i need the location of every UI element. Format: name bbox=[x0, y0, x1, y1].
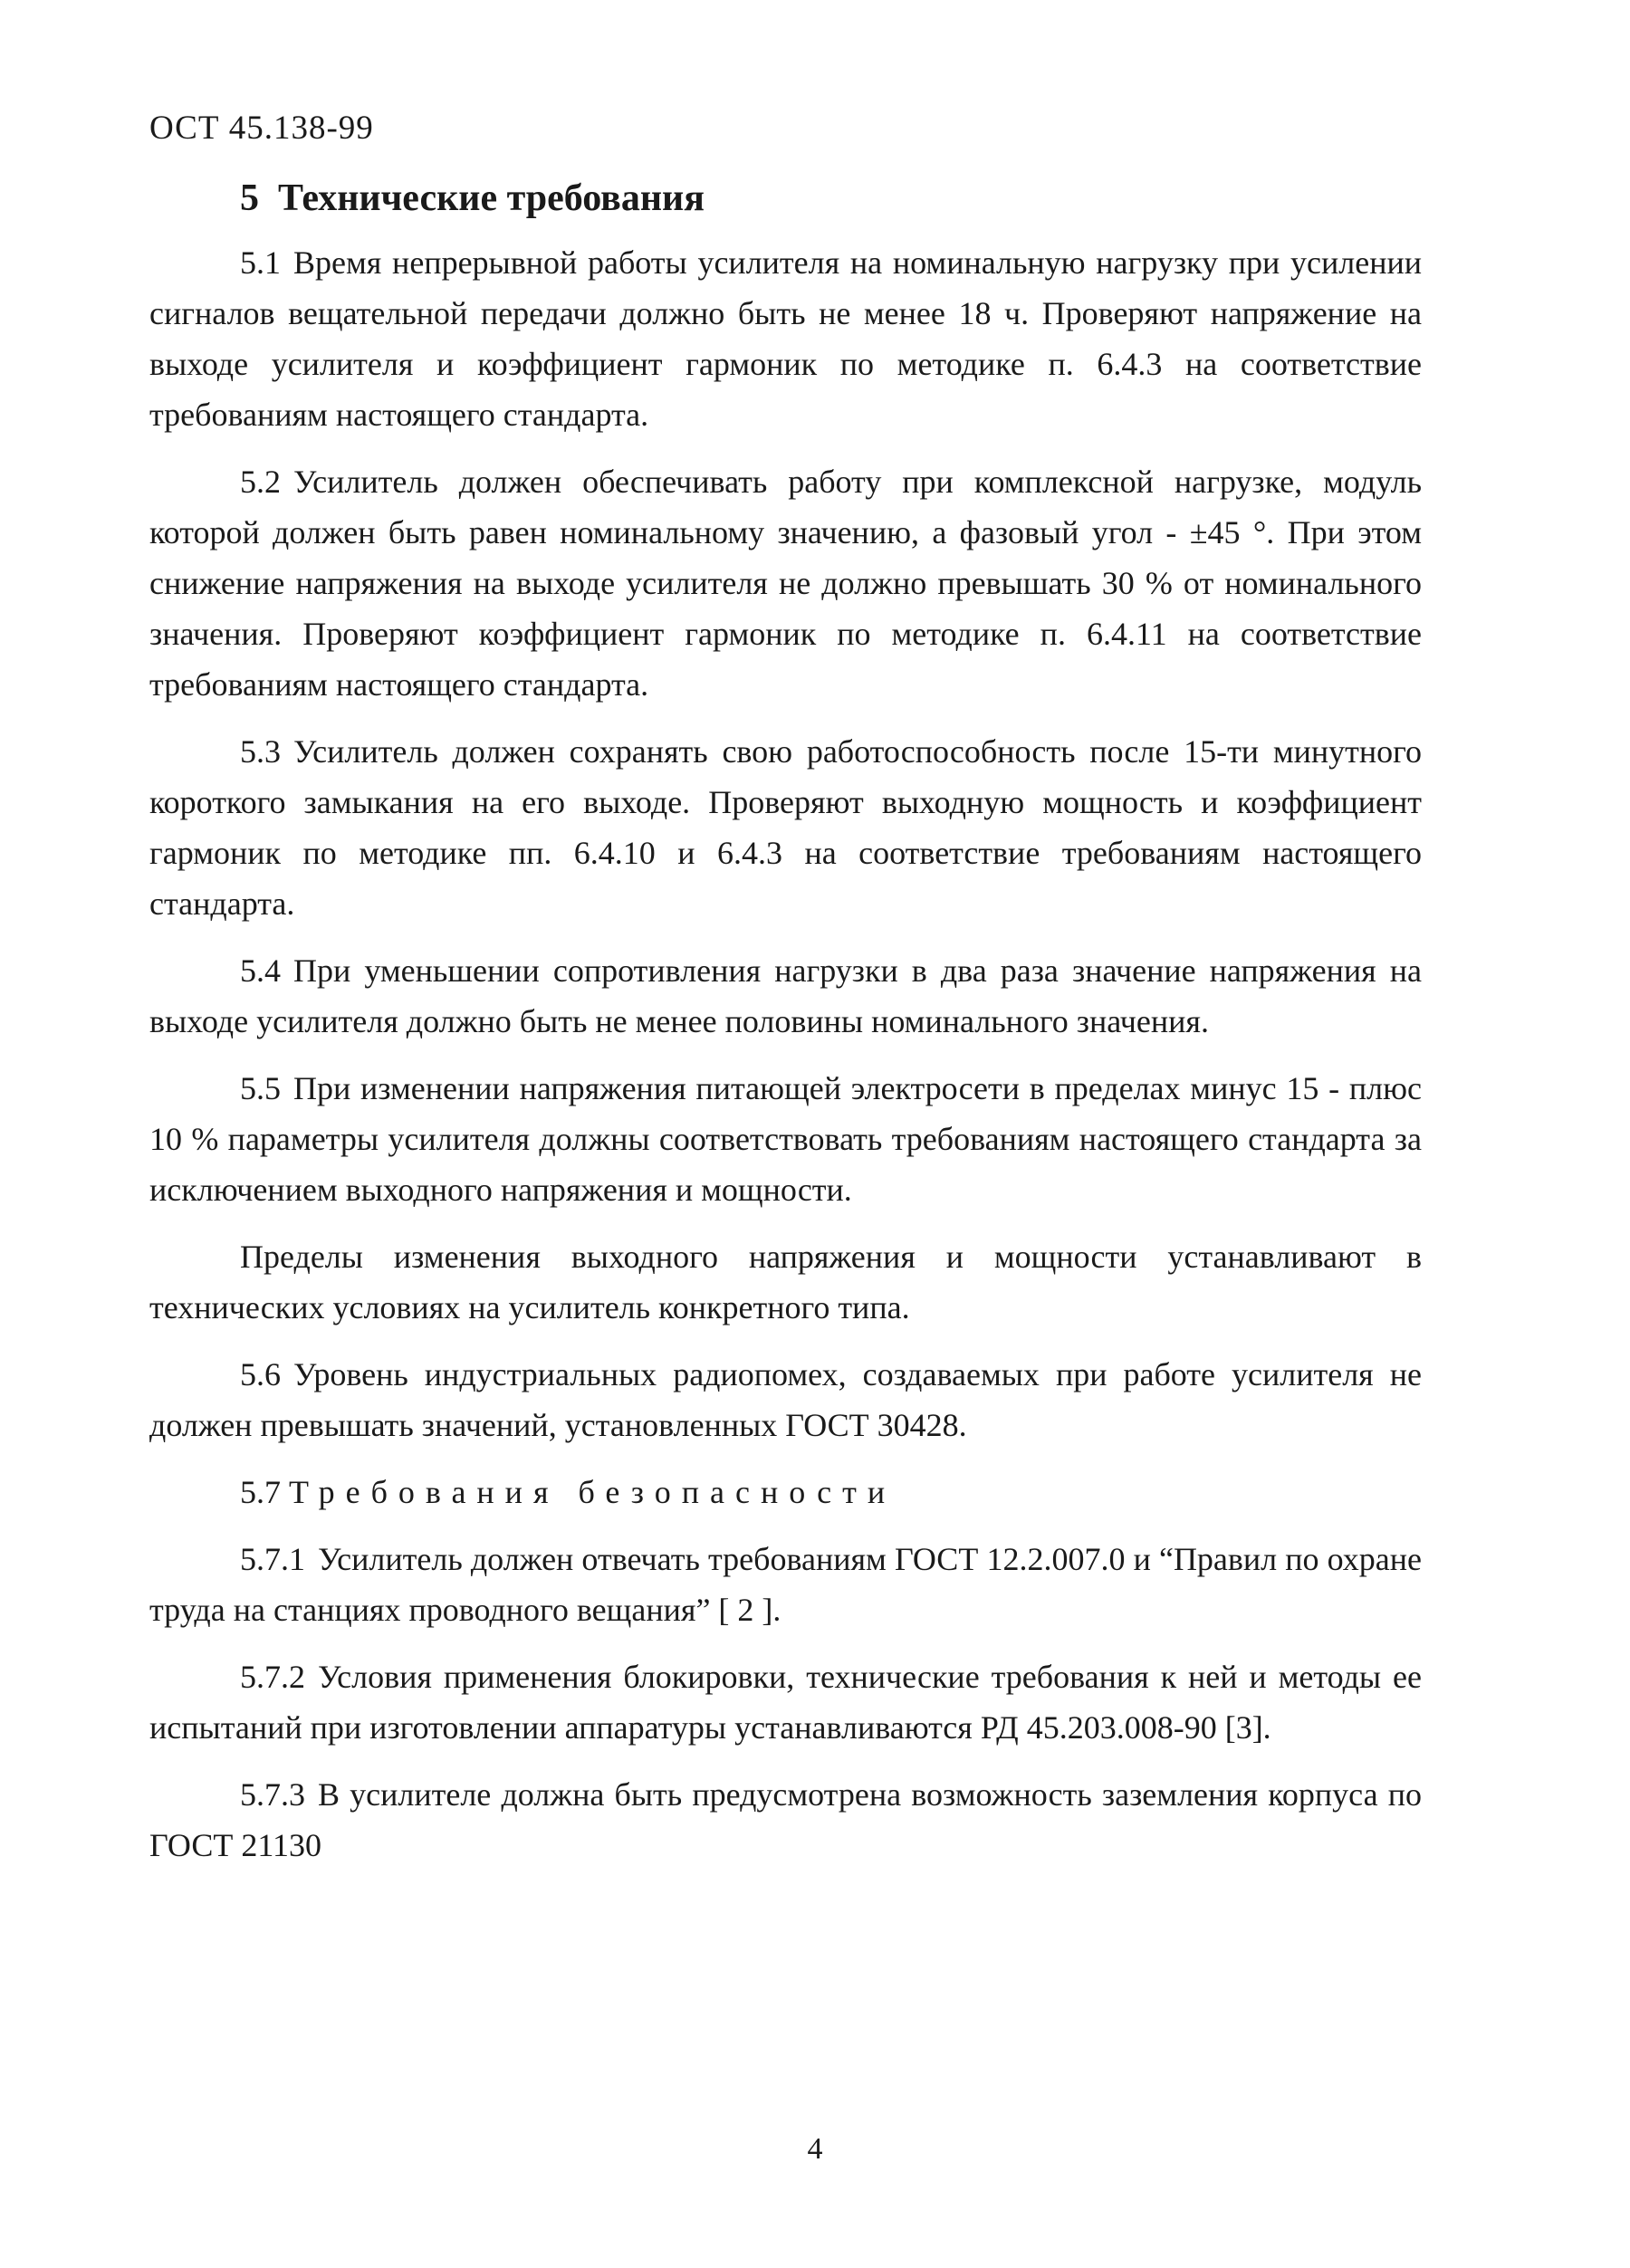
paragraph-number: 5.5 bbox=[240, 1070, 281, 1106]
subsection-number: 5.7 bbox=[240, 1474, 281, 1510]
paragraph-number: 5.7.1 bbox=[240, 1541, 305, 1577]
paragraph-text: Уровень индустриальных радиопомех, создаваемых при работе усилителя не должен превышать значений, установленных ГОСТ 30428. bbox=[149, 1356, 1422, 1443]
section-title-text: Технические требования bbox=[278, 177, 705, 219]
paragraph-number: 5.3 bbox=[240, 733, 281, 770]
paragraph-number: 5.7.2 bbox=[240, 1659, 305, 1695]
paragraph-5-1 bbox=[149, 237, 1422, 456]
paragraph-text: Усилитель должен обеспечивать работу при комплексной нагрузке, модуль которой должен быть равен номинальному значению, а фазовый угол - ±45 °. При этом снижение напряжения на выходе усилителя не должно превышать 30 % от номинального значения. Проверяют коэффициент гармоник по методике п. 6.4.11 на соответствие требованиям настоящего стандарта. bbox=[149, 464, 1422, 703]
paragraph-text: Время непрерывной работы усилителя на номинальную нагрузку при усилении сигналов вещательной передачи должно быть не менее 18 ч. Проверяют напряжение на выходе усилителя и коэффициент гармоник по методике п. 6.4.3 на соответствие требованиям настоящего стандарта. bbox=[149, 244, 1422, 433]
paragraph-text: Условия применения блокировки, технические требования к ней и методы ее испытаний при изготовлении аппаратуры устанавливаются РД 45.203.008-90 [3]. bbox=[149, 1659, 1422, 1746]
paragraph-5-5-continued bbox=[149, 1231, 1422, 1349]
page-number: 4 bbox=[807, 2132, 823, 2166]
paragraph-text: При уменьшении сопротивления нагрузки в два раза значение напряжения на выходе усилителя должно быть не менее половины номинального значения. bbox=[149, 952, 1422, 1039]
paragraph-number: 5.4 bbox=[240, 952, 281, 989]
paragraph-text: Усилитель должен отвечать требованиям ГОСТ 12.2.007.0 и “Правил по охране труда на станциях проводного вещания” [ 2 ]. bbox=[149, 1541, 1422, 1628]
paragraph-5-6 bbox=[149, 1349, 1422, 1467]
paragraph-5-7-2 bbox=[149, 1651, 1422, 1769]
subsection-title: Требования безопасности bbox=[289, 1474, 896, 1510]
paragraph-5-4 bbox=[149, 945, 1422, 1063]
paragraph-5-2 bbox=[149, 456, 1422, 726]
paragraph-text: При изменении напряжения питающей электросети в пределах минус 15 - плюс 10 % параметры усилителя должны соответствовать требованиям настоящего стандарта за исключением выходного напряжения и мощности. bbox=[149, 1070, 1422, 1208]
paragraph-5-5 bbox=[149, 1063, 1422, 1231]
paragraph-number: 5.7.3 bbox=[240, 1776, 305, 1813]
paragraph-5-3 bbox=[149, 726, 1422, 945]
paragraph-text: В усилителе должна быть предусмотрена возможность заземления корпуса по ГОСТ 21130 bbox=[149, 1776, 1422, 1863]
paragraph-number: 5.2 bbox=[240, 464, 281, 500]
section-number: 5 bbox=[240, 177, 259, 219]
paragraph-5-7-1 bbox=[149, 1534, 1422, 1651]
subsection-heading-safety bbox=[149, 1467, 1422, 1534]
section-title bbox=[240, 177, 705, 220]
document-code: ОСТ 45.138-99 bbox=[149, 110, 374, 147]
paragraph-number: 5.1 bbox=[240, 244, 281, 281]
paragraph-5-7-3 bbox=[149, 1769, 1422, 1887]
paragraph-number: 5.6 bbox=[240, 1356, 281, 1392]
document-body bbox=[149, 237, 1422, 1887]
paragraph-text: Пределы изменения выходного напряжения и мощности устанавливают в технических условиях на усилитель конкретного типа. bbox=[149, 1239, 1422, 1325]
paragraph-text: Усилитель должен сохранять свою работоспособность после 15-ти минутного короткого замыкания на его выходе. Проверяют выходную мощность и коэффициент гармоник по методике пп. 6.4.10 и 6.4.3 на соответствие требованиям настоящего стандарта. bbox=[149, 733, 1422, 922]
